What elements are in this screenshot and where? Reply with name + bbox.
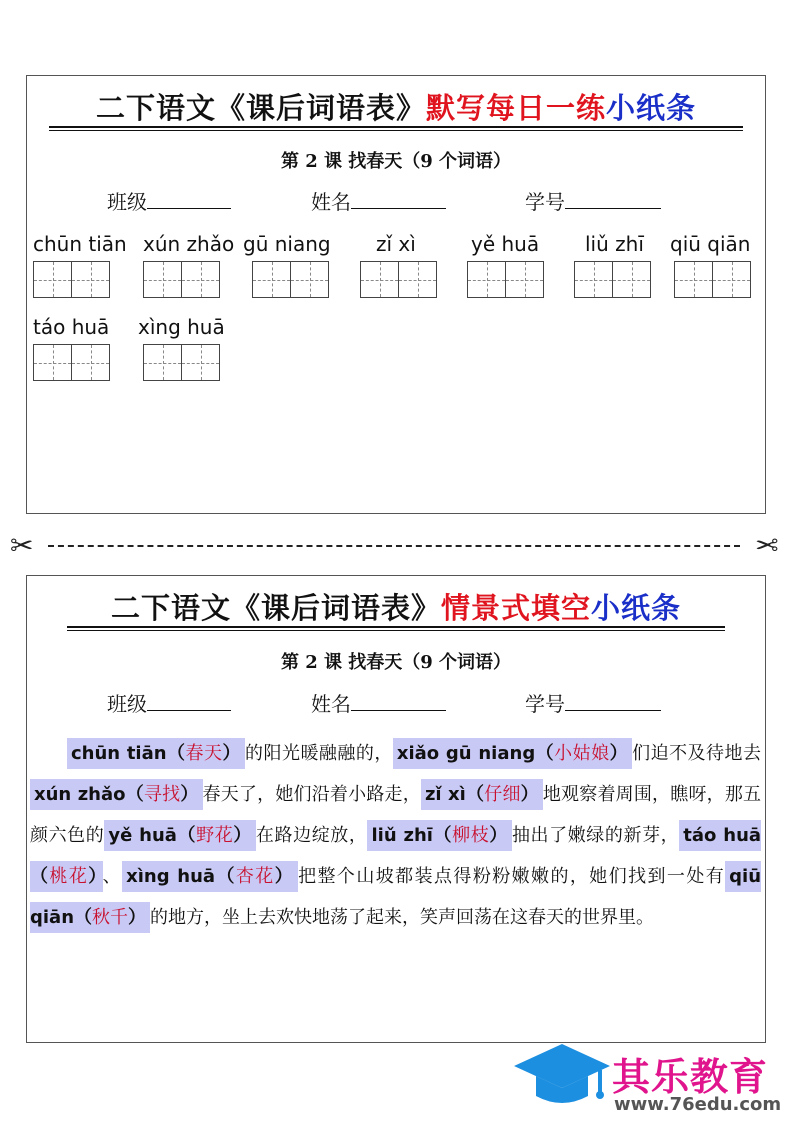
passage-text: 抽出了嫩绿的新芽， bbox=[511, 825, 680, 846]
passage-paragraph bbox=[30, 733, 761, 938]
scissors-icon: ✂ bbox=[754, 529, 778, 562]
writing-grid[interactable] bbox=[143, 344, 219, 381]
name-label: 姓名 bbox=[311, 692, 351, 716]
lesson-subtitle: 第 2 课 找春天（9 个词语） bbox=[280, 151, 512, 172]
pinyin: yě huā bbox=[471, 232, 540, 256]
passage-text: 的地方，坐上去欢快地荡了起来，笑声回荡在这春天的世界里。 bbox=[150, 907, 655, 928]
lesson-subtitle: 第 2 课 找春天（9 个词语） bbox=[280, 652, 512, 673]
title-prefix: 二下语文《课后词语表》 bbox=[110, 591, 441, 625]
blank-pinyin: qiū qiān bbox=[30, 866, 762, 928]
blank-highlight[interactable]: yě huā（野花） bbox=[104, 820, 256, 851]
title-prefix: 二下语文《课后词语表》 bbox=[95, 91, 426, 125]
blank-pinyin: xìng huā bbox=[126, 866, 216, 887]
blank-answer: 秋千 bbox=[92, 907, 129, 928]
writing-grid[interactable] bbox=[252, 261, 328, 298]
name-field[interactable] bbox=[311, 186, 446, 215]
pinyin: gū niang bbox=[243, 232, 331, 256]
dictation-card bbox=[26, 75, 766, 514]
blank-pinyin: táo huā bbox=[683, 825, 762, 846]
title-highlight-blue: 小纸条 bbox=[591, 591, 682, 625]
blank-pinyin: liǔ zhī bbox=[371, 825, 433, 846]
blank-pinyin: zǐ xì bbox=[424, 784, 466, 805]
blank-highlight[interactable]: xún zhǎo（寻找） bbox=[30, 779, 203, 810]
brand-name: 其乐教育 bbox=[612, 1055, 769, 1099]
cut-line bbox=[10, 529, 778, 562]
blank-answer: 仔细 bbox=[484, 784, 521, 805]
writing-grid[interactable] bbox=[674, 261, 750, 298]
passage-text: 们迫不及待地去 bbox=[632, 743, 762, 764]
passage-text: 的阳光暖融融的， bbox=[245, 743, 393, 764]
id-label: 学号 bbox=[525, 692, 565, 716]
title-highlight-blue: 小纸条 bbox=[606, 91, 697, 125]
class-field[interactable] bbox=[107, 186, 231, 215]
pinyin: chūn tiān bbox=[33, 232, 127, 256]
blank-highlight[interactable]: qiū qiān（秋千） bbox=[30, 861, 761, 933]
blank-pinyin: xún zhǎo bbox=[34, 784, 126, 805]
brand-url[interactable]: www.76edu.com bbox=[614, 1094, 782, 1115]
passage-text: 把整个山坡都装点得粉粉嫩嫩的，她们找到一处有 bbox=[298, 866, 726, 887]
blank-highlight[interactable]: táo huā（桃花） bbox=[30, 820, 761, 892]
card-title bbox=[27, 586, 765, 627]
writing-grid[interactable] bbox=[467, 261, 543, 298]
student-id-field[interactable] bbox=[525, 688, 661, 717]
writing-grid[interactable] bbox=[574, 261, 650, 298]
blank-answer: 柳枝 bbox=[452, 825, 490, 846]
class-field[interactable] bbox=[107, 688, 231, 717]
passage-text: 春天了，她们沿着小路走， bbox=[202, 784, 421, 805]
title-underline bbox=[67, 626, 725, 631]
scissors-icon: ✂ bbox=[10, 529, 34, 562]
pinyin: qiū qiān bbox=[670, 232, 751, 256]
pinyin: xún zhǎo bbox=[143, 232, 235, 256]
graduation-cap-icon bbox=[512, 1040, 612, 1112]
blank-pinyin: xiǎo gū niang bbox=[396, 743, 536, 764]
pinyin: zǐ xì bbox=[376, 232, 416, 256]
pinyin: táo huā bbox=[33, 315, 110, 339]
blank-answer: 杏花 bbox=[235, 866, 275, 887]
class-label: 班级 bbox=[107, 692, 147, 716]
blank-highlight[interactable]: xìng huā（杏花） bbox=[122, 861, 298, 892]
blank-answer: 桃花 bbox=[49, 866, 89, 887]
name-label: 姓名 bbox=[311, 190, 351, 214]
blank-answer: 小姑娘 bbox=[554, 743, 610, 764]
dashed-cut-line bbox=[48, 545, 740, 547]
student-id-field[interactable] bbox=[525, 186, 661, 215]
writing-grid[interactable] bbox=[33, 261, 109, 298]
writing-grid[interactable] bbox=[143, 261, 219, 298]
brand-logo bbox=[512, 1040, 787, 1115]
title-highlight-red: 默写每日一练 bbox=[425, 91, 606, 125]
writing-grid[interactable] bbox=[360, 261, 436, 298]
passage-text: 、 bbox=[102, 866, 123, 887]
blank-highlight[interactable]: liǔ zhī（柳枝） bbox=[367, 820, 511, 851]
name-field[interactable] bbox=[311, 688, 446, 717]
title-underline bbox=[49, 126, 743, 131]
passage-text bbox=[30, 743, 67, 764]
passage-text: 地观察着周围，瞧呀，那五颜六色的 bbox=[30, 784, 762, 846]
passage-text: 在路边绽放， bbox=[255, 825, 368, 846]
blank-answer: 野花 bbox=[196, 825, 234, 846]
blank-highlight[interactable]: xiǎo gū niang（小姑娘） bbox=[393, 738, 632, 769]
blank-highlight[interactable]: zǐ xì（仔细） bbox=[421, 779, 543, 810]
card-title bbox=[27, 86, 765, 127]
blank-pinyin: yě huā bbox=[108, 825, 177, 846]
pinyin: liǔ zhī bbox=[585, 232, 644, 256]
id-label: 学号 bbox=[525, 190, 565, 214]
blank-pinyin: chūn tiān bbox=[70, 743, 167, 764]
blank-answer: 寻找 bbox=[143, 784, 181, 805]
blank-answer: 春天 bbox=[185, 743, 223, 764]
pinyin: xìng huā bbox=[138, 315, 225, 339]
class-label: 班级 bbox=[107, 190, 147, 214]
title-highlight-red: 情景式填空 bbox=[440, 591, 591, 625]
blank-highlight[interactable]: chūn tiān（春天） bbox=[67, 738, 245, 769]
writing-grid[interactable] bbox=[33, 344, 109, 381]
